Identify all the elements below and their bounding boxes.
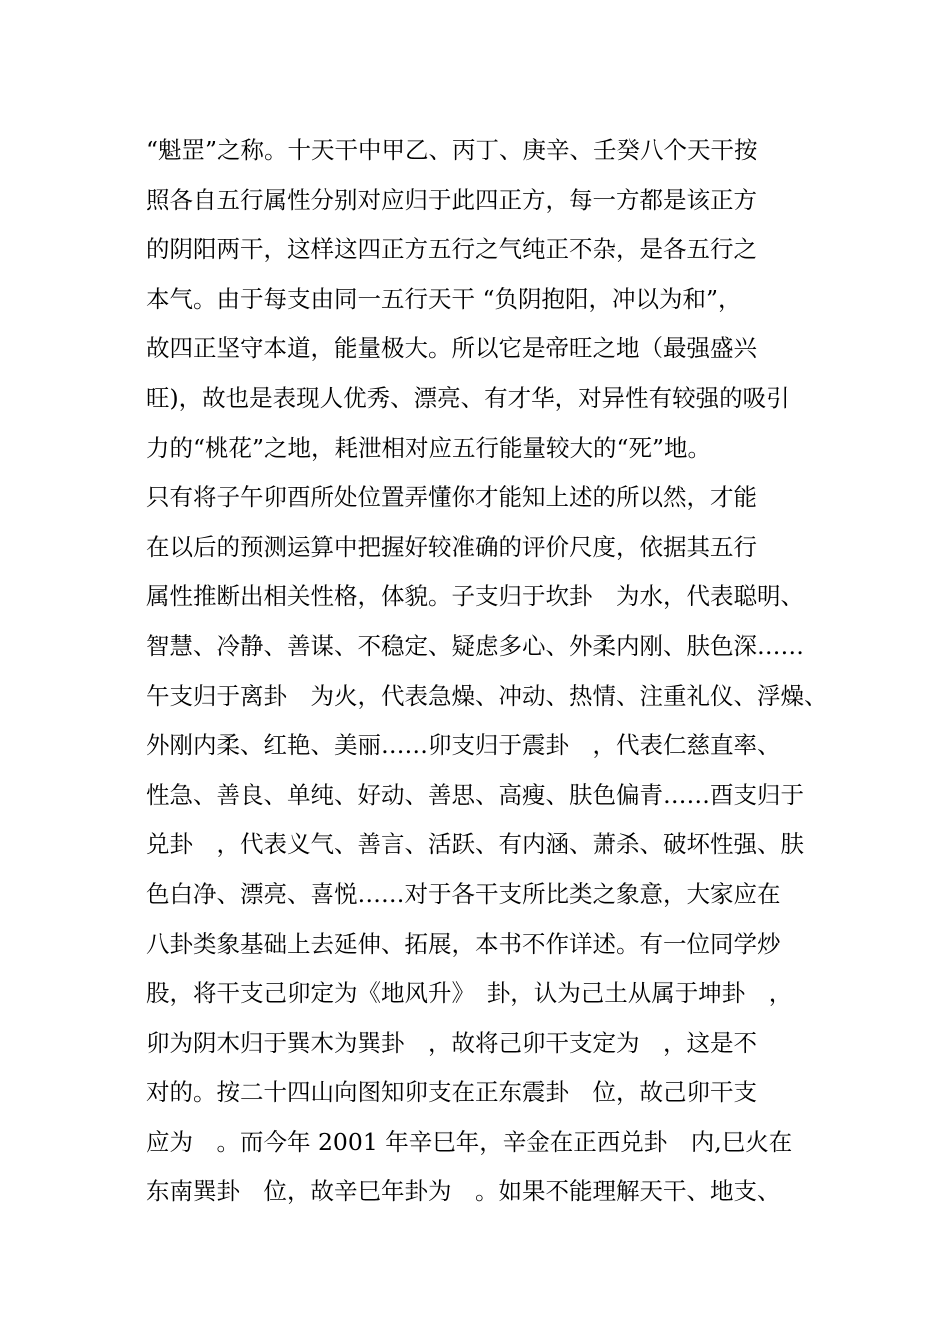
text-line: 八卦类象基础上去延伸、拓展，本书不作详述。有一位同学炒 [146,929,781,958]
text-line: 对的。按二十四山向图知卯支在正东震卦 位，故己卯干支 [146,1078,757,1107]
text-line: 故四正坚守本道，能量极大。所以它是帝旺之地（最强盛兴 [146,334,757,363]
text-line: 外刚内柔、红艳、美丽……卯支归于震卦 ，代表仁慈直率、 [146,731,781,760]
text-line: 力的“桃花”之地，耗泄相对应五行能量较大的“死”地。 [146,433,712,462]
text-line: 本气。由于每支由同一五行天干 “负阴抱阳，冲以为和”， [146,284,742,313]
text-line: 午支归于离卦 为火，代表急燥、冲动、热情、注重礼仪、浮燥、 [146,681,828,710]
text-line: 属性推断出相关性格，体貌。子支归于坎卦 为水，代表聪明、 [146,582,804,611]
text-line: 应为 。而今年 2001 年辛巳年，辛金在正西兑卦 内,巳火在 [146,1127,793,1156]
body-text [146,126,826,1217]
text-line: 只有将子午卯酉所处位置弄懂你才能知上述的所以然，才能 [146,483,757,512]
text-line: 色白净、漂亮、喜悦……对于各干支所比类之象意，大家应在 [146,879,781,908]
text-line: 的阴阳两干，这样这四正方五行之气纯正不杂，是各五行之 [146,235,757,264]
text-line: 性急、善良、单纯、好动、善思、高瘦、肤色偏青……酉支归于 [146,780,804,809]
text-line: 在以后的预测运算中把握好较准确的评价尺度，依据其五行 [146,532,757,561]
text-line: 照各自五行属性分别对应归于此四正方，每一方都是该正方 [146,185,757,214]
text-line: 卯为阴木归于巽木为巽卦 ，故将己卯干支定为 ，这是不 [146,1028,757,1057]
text-line: 东南巽卦 位，故辛巳年卦为 。如果不能理解天干、地支、 [146,1177,781,1206]
text-line: “魁罡”之称。十天干中甲乙、丙丁、庚辛、壬癸八个天干按 [146,136,758,164]
text-line: 兑卦 ，代表义气、善言、活跃、有内涵、萧杀、破坏性强、肤 [146,830,804,859]
text-line: 旺)，故也是表现人优秀、漂亮、有才华，对异性有较强的吸引 [146,383,790,412]
text-line: 智慧、冷静、善谋、不稳定、疑虑多心、外柔内刚、肤色深…… [146,631,804,660]
text-line: 股，将干支己卯定为《地风升》 卦，认为己土从属于坤卦 ， [146,979,793,1008]
